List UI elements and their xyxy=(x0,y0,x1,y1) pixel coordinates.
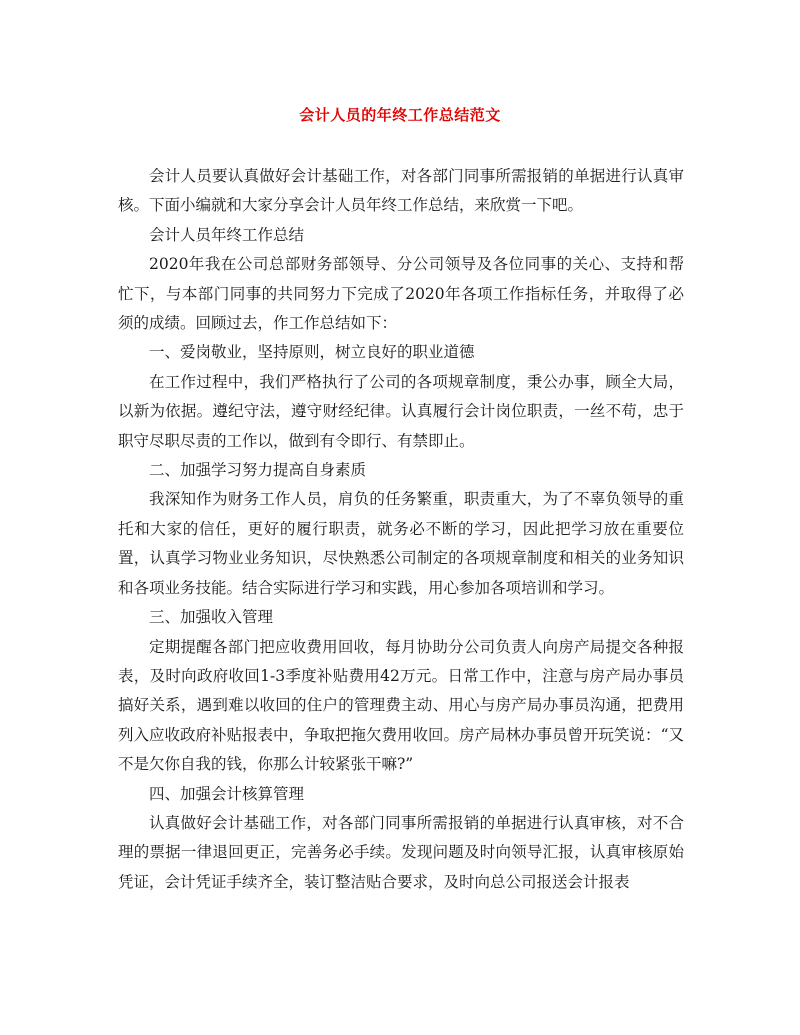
paragraph-section-4: 认真做好会计基础工作，对各部门同事所需报销的单据进行认真审核，对不合理的票据一律退回更正，完善务必手续。发现问题及时向领导汇报，认真审核原始凭证，会计凭证手续齐全，装订整洁贴合要求，及时向总公司报送会计报表 xyxy=(118,813,684,891)
paragraph-intro: 会计人员要认真做好会计基础工作，对各部门同事所需报销的单据进行认真审核。下面小编就和大家分享会计人员年终工作总结，来欣赏一下吧。 xyxy=(118,167,684,215)
paragraph-section-3: 定期提醒各部门把应收费用回收，每月协助分公司负责人向房产局提交各种报表，及时向政府收回1-3季度补贴费用42万元。日常工作中，注意与房产局办事员搞好关系，遇到难以收回的住户的管理费主动、用心与房产局办事员沟通，把费用列入应收政府补贴报表中，争取把拖欠费用收回。房产局林办事员曾开玩笑说：“又不是欠你自我的钱，你那么计较紧张干嘛?” xyxy=(118,637,684,774)
section-heading-4: 四、加强会计核算管理 xyxy=(149,784,305,803)
section-heading-3: 三、加强收入管理 xyxy=(149,608,274,627)
document-title: 会计人员的年终工作总结范文 xyxy=(299,106,501,124)
paragraph-overview: 2020年我在公司总部财务部领导、分公司领导及各位同事的关心、支持和帮忙下，与本部门同事的共同努力下完成了2020年各项工作指标任务，并取得了必须的成绩。回顾过去，作工作总结如下： xyxy=(118,255,684,333)
section-heading-1: 一、爱岗敬业，坚持原则，树立良好的职业道德 xyxy=(149,343,475,362)
document-body xyxy=(118,162,684,897)
section-heading-2: 二、加强学习努力提高自身素质 xyxy=(149,461,367,480)
paragraph-subtitle: 会计人员年终工作总结 xyxy=(149,225,305,244)
paragraph-section-2: 我深知作为财务工作人员，肩负的任务繁重，职责重大，为了不辜负领导的重托和大家的信任，更好的履行职责，就务必不断的学习，因此把学习放在重要位置，认真学习物业业务知识，尽快熟悉公司制定的各项规章制度和相关的业务知识和各项业务技能。结合实际进行学习和实践，用心参加各项培训和学习。 xyxy=(118,490,684,597)
paragraph-section-1: 在工作过程中，我们严格执行了公司的各项规章制度，秉公办事，顾全大局，以新为依据。遵纪守法，遵守财经纪律。认真履行会计岗位职责，一丝不苟，忠于职守尽职尽责的工作以，做到有令即行、有禁即止。 xyxy=(118,372,684,450)
